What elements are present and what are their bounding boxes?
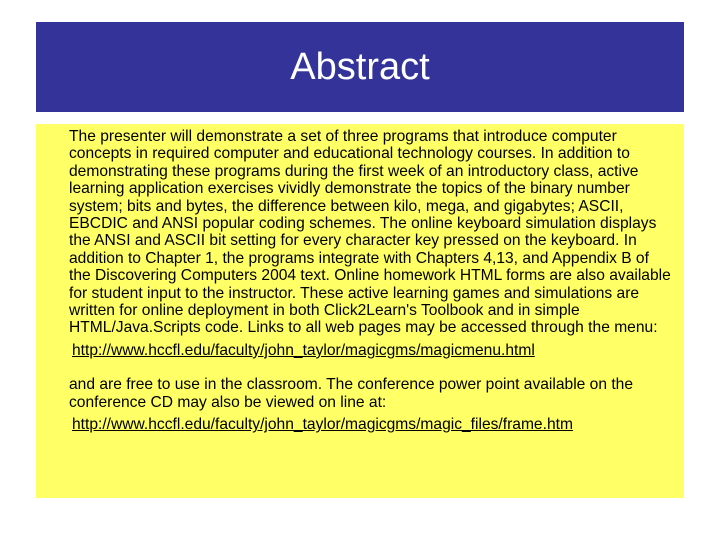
slide-title: Abstract — [290, 45, 430, 88]
magic-files-frame-link[interactable]: http://www.hccfl.edu/faculty/john_taylor/magicgms/magic_files/frame.htm — [72, 416, 573, 434]
abstract-paragraph-1: The presenter will demonstrate a set of three programs that introduce computer concepts in required computer and educational technology courses. In addition to demonstrating these programs during the first week of an introductory class, active learning application exercises vividly demonstrate the topics of the binary number system; bits and bytes, the difference between kilo, mega, and gigabytes; ASCII, EBCDIC and ANSI popular coding schemes. The online keyboard simulation displays the ANSI and ASCII bit setting for every character key pressed on the keyboard. In addition to Chapter 1, the programs integrate with Chapters 4,13, and Appendix B of the Discovering Computers 2004 text. Online homework HTML forms are also available for student input to the instructor. These active learning games and simulations are written for online deployment in both Click2Learn's Toolbook and in simple HTML/Java.Scripts code. Links to all web pages may be accessed through the menu: — [69, 128, 671, 337]
abstract-paragraph-2: and are free to use in the classroom. The conference power point available on the conference CD may also be viewed on line at: — [69, 376, 634, 411]
title-bar — [36, 22, 684, 112]
abstract-content — [36, 124, 684, 498]
menu-link-line — [72, 342, 674, 359]
magic-menu-link[interactable]: http://www.hccfl.edu/faculty/john_taylor/magicgms/magicmenu.html — [72, 341, 535, 359]
frame-link-line — [72, 416, 674, 433]
